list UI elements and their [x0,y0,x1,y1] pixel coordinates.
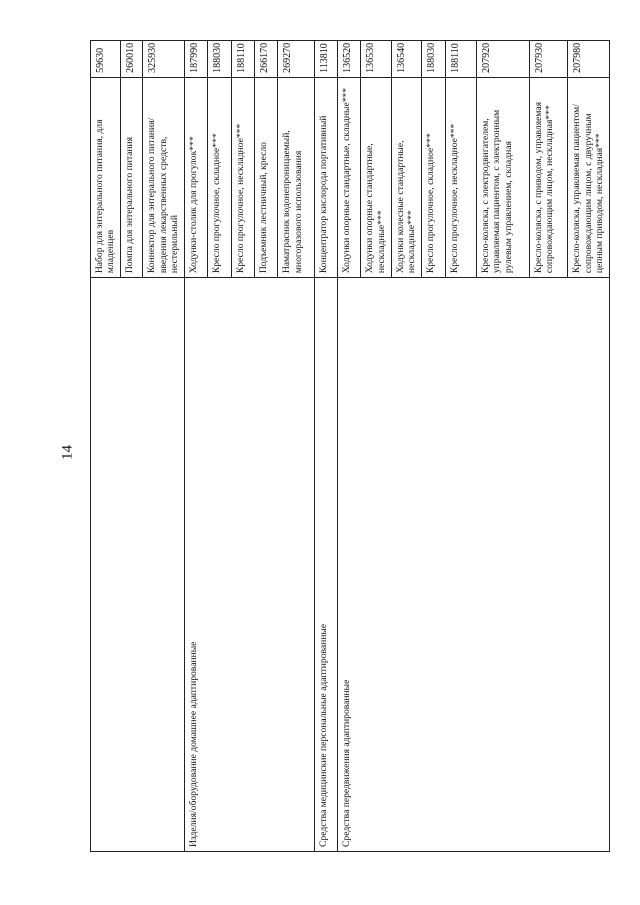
item-name: Набор для энтерального питания, для младенцев [91,77,121,277]
item-code: 325930 [143,41,185,78]
item-name: Ходунки-столик для прогулок*** [184,77,207,277]
item-code: 113810 [314,41,337,78]
table-row [184,41,207,852]
item-code: 136530 [361,41,391,78]
item-code: 59630 [91,41,121,78]
item-name: Кресло прогулочное, складное*** [422,77,445,277]
item-code: 136520 [338,41,361,78]
item-code: 188110 [445,41,476,78]
table-row [314,41,337,852]
page-number: 14 [59,445,76,460]
item-code: 266170 [254,41,277,78]
item-name: Ходунки опорные стандартные, складные*** [338,77,361,277]
item-name: Кресло-коляска, управляемая пациентом/сопровождающим лицом, с двуручным цепным приводом, нескладная*** [568,77,610,277]
item-code: 260010 [121,41,143,78]
item-code: 188030 [208,41,231,78]
item-code: 207980 [568,41,610,78]
item-code: 188030 [422,41,445,78]
rotated-table-wrapper [90,40,610,852]
item-code: 207920 [477,41,530,78]
item-name: Подъемник лестничный, кресло [254,77,277,277]
item-code: 269270 [278,41,315,78]
item-name: Помпа для энтерального питания [121,77,143,277]
item-code: 187990 [184,41,207,78]
group-cell: Средства медицинские персональные адаптированные [314,278,337,852]
table-row [91,41,121,852]
table-row [338,41,361,852]
item-name: Кресло прогулочное, нескладное*** [231,77,254,277]
group-cell: Изделия/оборудование домашнее адаптированные [184,278,314,852]
item-name: Кресло прогулочное, складное*** [208,77,231,277]
item-name: Наматрасник водонепроницаемый, многоразового использования [278,77,315,277]
group-cell: Средства передвижения адаптированные [338,278,610,852]
item-code: 188110 [231,41,254,78]
item-code: 136540 [391,41,421,78]
group-cell [91,278,185,852]
device-table [90,40,610,852]
item-name: Ходунки опорные стандартные, нескладные*** [361,77,391,277]
item-name: Кресло-коляска, с электродвигателем, управляемая пациентом, с электронным рулевым управлением, складная [477,77,530,277]
item-name: Кресло-коляска, с приводом, управляемая сопровождающим лицом, нескладная*** [529,77,568,277]
item-code: 207930 [529,41,568,78]
item-name: Кресло прогулочное, нескладное*** [445,77,476,277]
item-name: Концентратор кислорода портативный [314,77,337,277]
item-name: Коннектор для энтерального питания/введения лекарственных средств, нестерильный [143,77,185,277]
item-name: Ходунки колесные стандартные, нескладные*** [391,77,421,277]
